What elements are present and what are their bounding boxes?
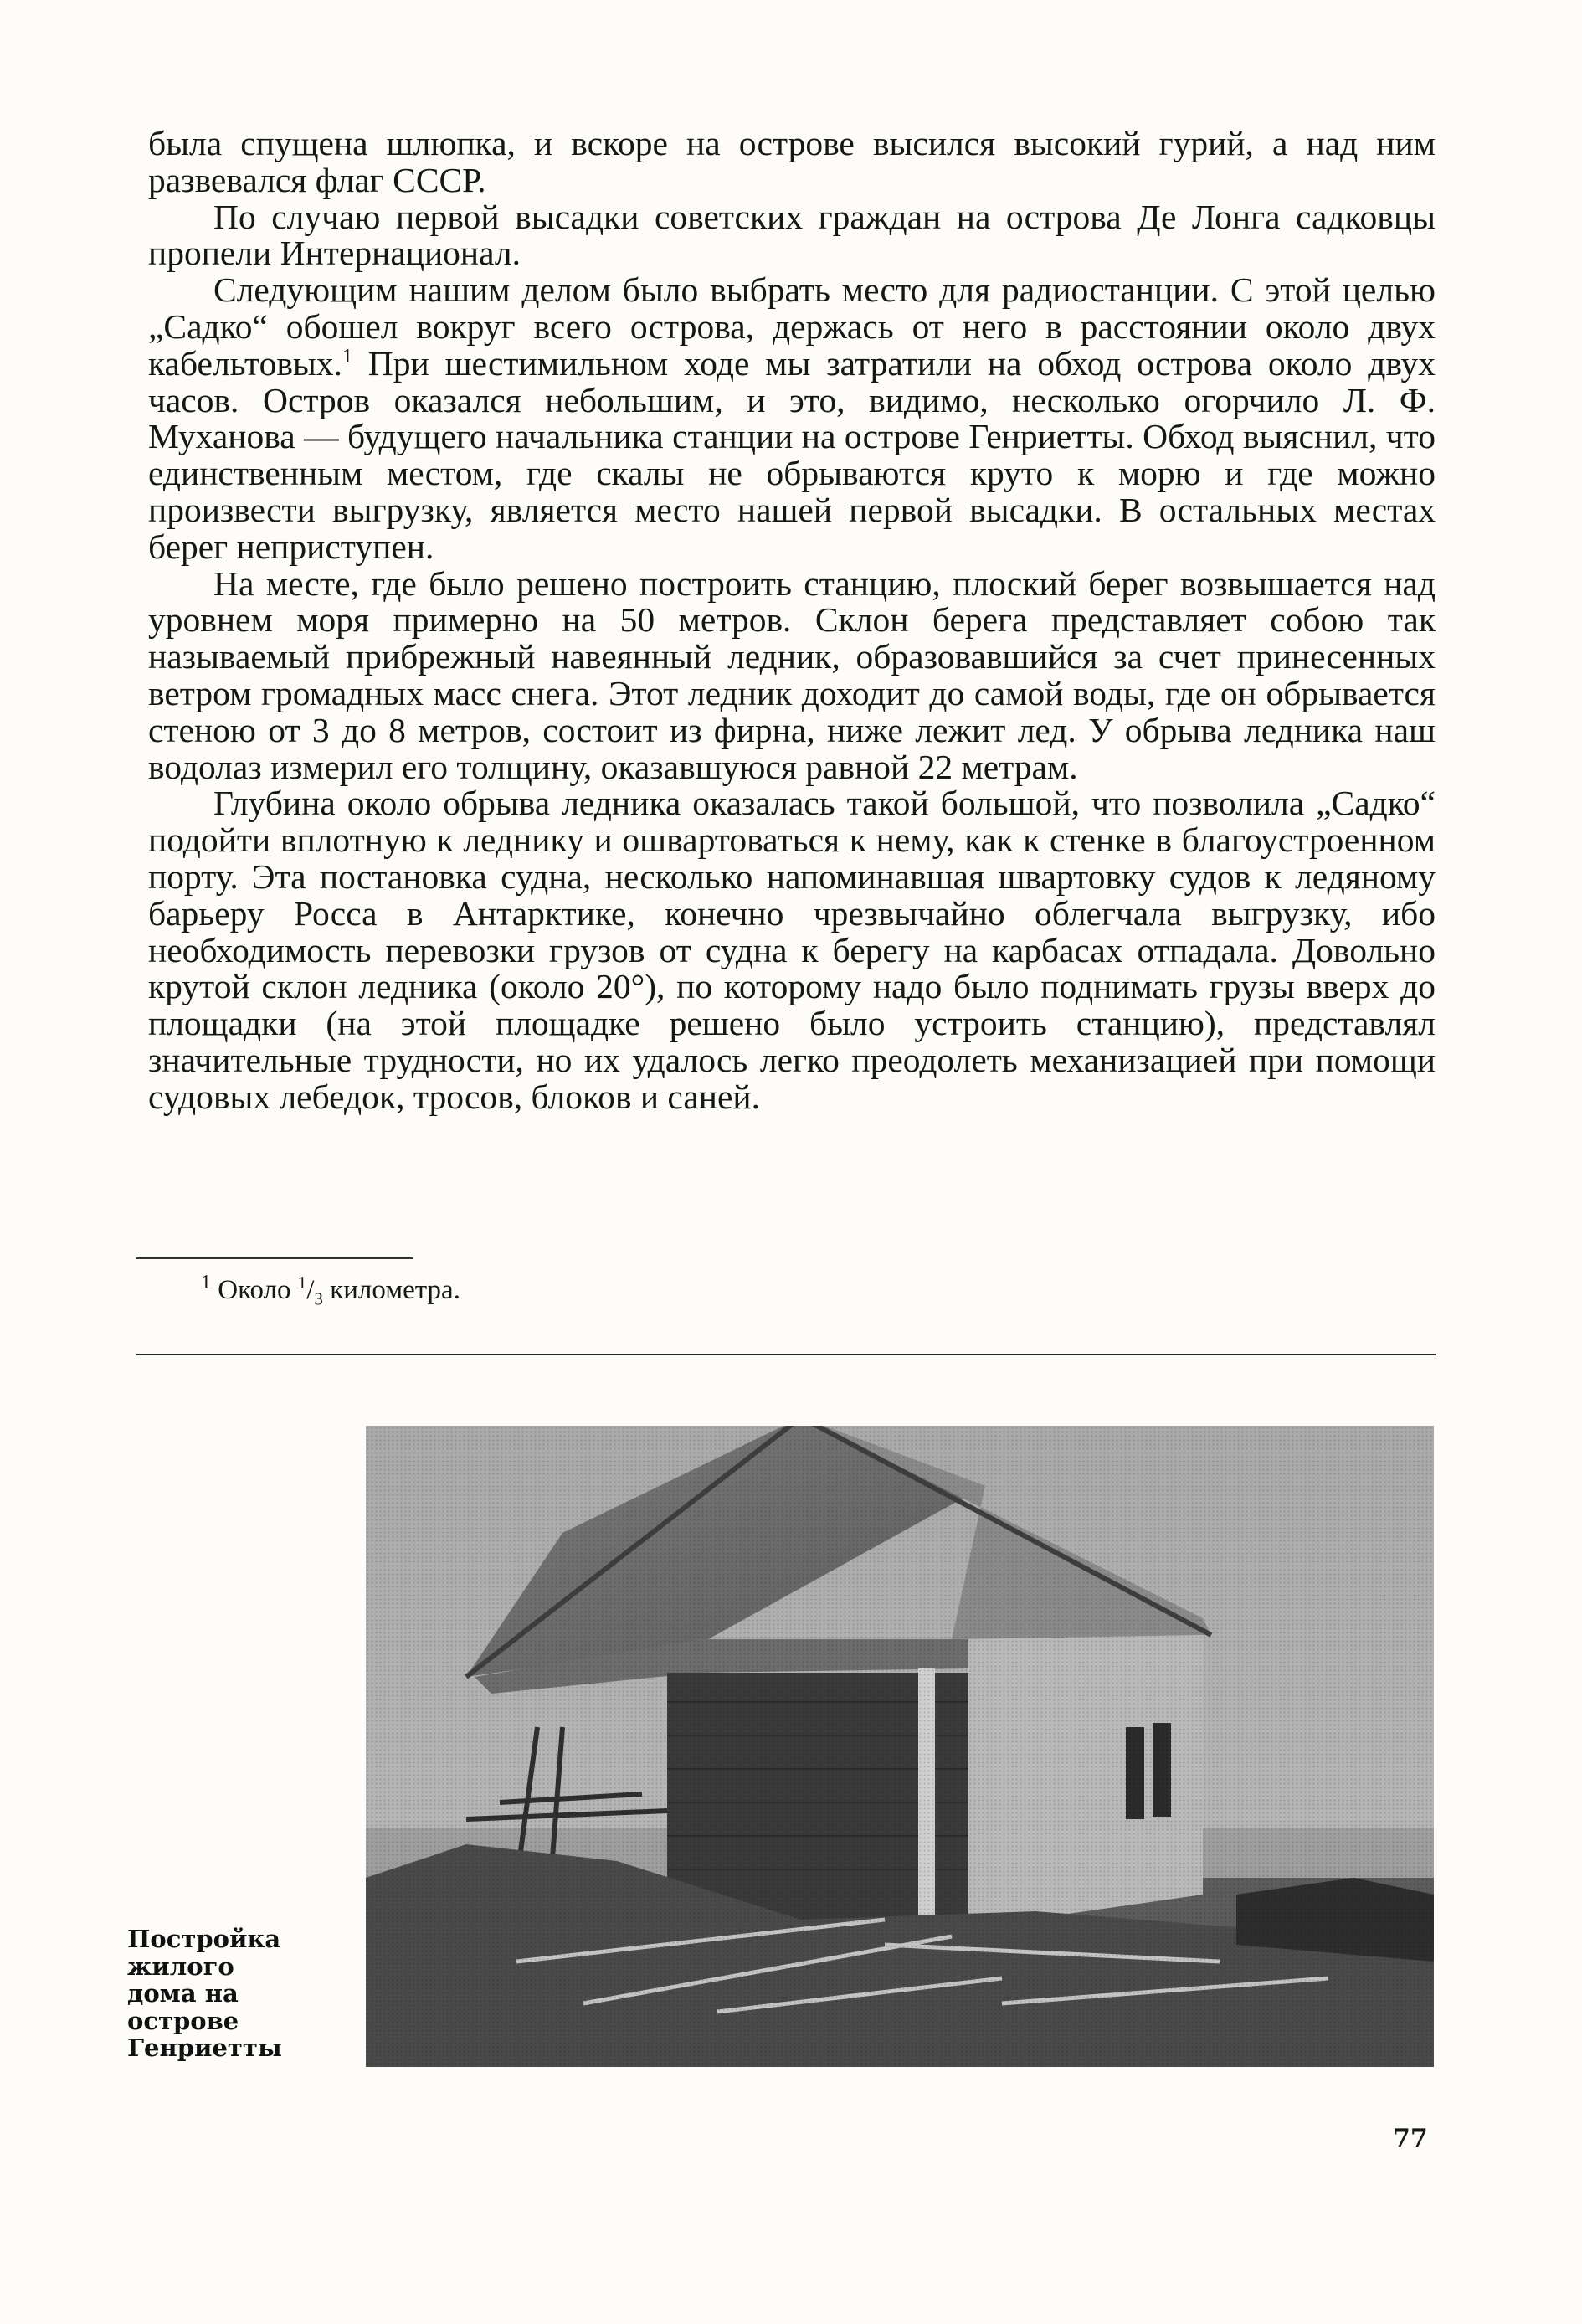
body-text [148,126,1436,1116]
page-number: 77 [1393,2124,1428,2153]
photograph-house-construction [366,1426,1434,2067]
paragraph-3-text-before: Следующим нашим делом было выбрать место для радиостанции. С этой целью „Садко“ обошел вокруг всего острова, держась от него в расстоянии около двух кабельтовых. [148,270,1436,383]
caption-line: жилого [127,1951,234,1981]
caption-line: Постройка [127,1925,281,1953]
photo-illustration [366,1426,1434,2067]
paragraph-3 [148,272,1436,565]
caption-line: Генриетты [127,2034,282,2062]
caption-line: острове [127,2006,239,2035]
footnote-reference: 1 [342,345,352,368]
fraction-slash: / [306,1275,315,1305]
footnote-text-before: Около [218,1275,298,1305]
footnote-text-after: километра. [322,1275,460,1305]
photo-caption [127,1926,336,2062]
footnote-fraction [297,1273,323,1309]
footnote [201,1273,460,1307]
fraction-numerator: 1 [297,1273,307,1293]
paragraph-4: На месте, где было решено построить станцию, плоский берег возвышается над уровнем моря примерно на 50 метров. Склон берега представляет собою так называемый прибрежный навеянный ледник, образовавшийся за счет принесенных ветром громадных масс снега. Этот ледник доходит до самой воды, где он обрывается стеною от 3 до 8 метров, состоит из фирна, ниже лежит лед. У обрыва ледника наш водолаз измерил его толщину, оказавшуюся равной 22 метрам. [148,563,1436,786]
caption-line: дома на [127,1979,239,2008]
fraction-denominator: 3 [314,1288,323,1309]
paragraph-3-text-after: При шестимильном ходе мы затратили на обход острова около двух часов. Остров оказался небольшим, и это, видимо, несколько огорчило Л. Ф. Муханова — будущего начальника станции на острове Генриетты. Обход выяснил, что единственным местом, где скалы не обрываются круто к морю и где можно произвести выгрузку, является место нашей первой высадки. В остальных местах берег неприступен. [148,343,1436,566]
section-divider [136,1354,1436,1355]
paragraph-5: Глубина около обрыва ледника оказалась такой большой, что позволила „Садко“ подойти вплотную к леднику и ошвартоваться к нему, как к стенке в благоустроенном порту. Эта постановка судна, несколько напоминавшая швартовку судов к ледяному барьеру Росса в Антарктике, конечно чрезвычайно облегчала выгрузку, ибо необходимость перевозки грузов от судна к берегу на карбасах отпадала. Довольно крутой склон ледника (около 20°), по которому надо было поднимать грузы вверх до площадки (на этой площадке решено было устроить станцию), представлял значительные трудности, но их удалось легко преодолеть механизацией при помощи судовых лебедок, тросов, блоков и саней. [148,784,1436,1116]
paragraph-2: По случаю первой высадки советских граждан на острова Де Лонга садковцы пропели Интернационал. [148,197,1436,273]
footnote-separator [136,1257,413,1259]
paragraph-1: была спущена шлюпка, и вскоре на острове высился высокий гурий, а над ним развевался флаг СССР. [148,124,1436,199]
footnote-marker: 1 [201,1272,211,1293]
